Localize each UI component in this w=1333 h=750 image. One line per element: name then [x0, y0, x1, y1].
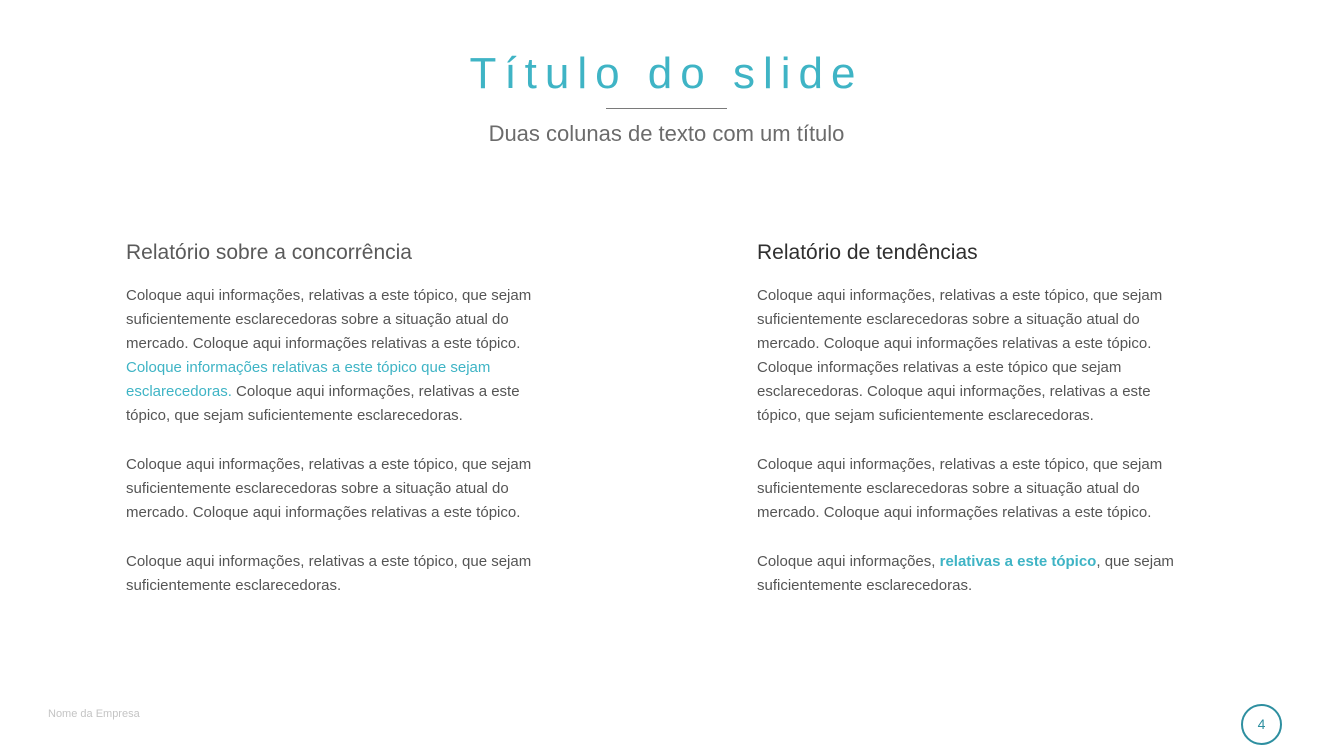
right-paragraph-2: Coloque aqui informações, relativas a este tópico, que sejam suficientemente esclarecedoras sobre a situação atual do mercado. Coloque aqui informações relativas a este tópico. — [757, 456, 1163, 521]
page-number-badge: 4 — [1241, 704, 1282, 745]
left-p1-highlight: Coloque informações relativas a este tópico que sejam esclarecedoras. — [126, 359, 491, 400]
right-paragraph-3 — [757, 550, 1197, 598]
right-p3-highlight: relativas a este tópico — [939, 553, 1097, 570]
title-divider — [606, 108, 727, 109]
left-paragraph-2: Coloque aqui informações, relativas a este tópico, que sejam suficientemente esclarecedoras sobre a situação atual do mercado. Coloque aqui informações relativas a este tópico. — [126, 456, 532, 521]
footer-company-name: Nome da Empresa — [48, 708, 140, 720]
left-p1-text-b: Coloque aqui informações, relativas a este tópico, que sejam suficientemente esclarecedoras. — [126, 383, 520, 424]
left-p1-text-a: Coloque aqui informações, relativas a este tópico, que sejam suficientemente esclarecedoras sobre a situação atual do mercado. Coloque aqui informações relativas a este tópico. — [126, 287, 532, 352]
left-column-heading: Relatório sobre a concorrência — [126, 241, 412, 264]
left-paragraph-1 — [126, 284, 566, 428]
left-paragraph-3: Coloque aqui informações, relativas a este tópico, que sejam suficientemente esclarecedoras. — [126, 553, 532, 594]
slide-subtitle: Duas colunas de texto com um título — [488, 121, 845, 146]
right-paragraph-1: Coloque aqui informações, relativas a este tópico, que sejam suficientemente esclarecedoras sobre a situação atual do mercado. Coloque aqui informações relativas a este tópico. Coloque informações relativas a este tópico que sejam esclarecedoras. Coloque aqui informações, relativas a este tópico, que sejam suficientemente esclarecedoras. — [757, 287, 1163, 424]
right-p3-text-b: , que sejam suficientemente esclarecedoras. — [757, 553, 1174, 594]
slide-title: Título do slide — [469, 49, 864, 98]
right-column — [757, 238, 1197, 623]
left-column — [126, 238, 566, 623]
right-p3-text-a: Coloque aqui informações, — [757, 553, 940, 570]
right-column-heading: Relatório de tendências — [757, 241, 978, 264]
